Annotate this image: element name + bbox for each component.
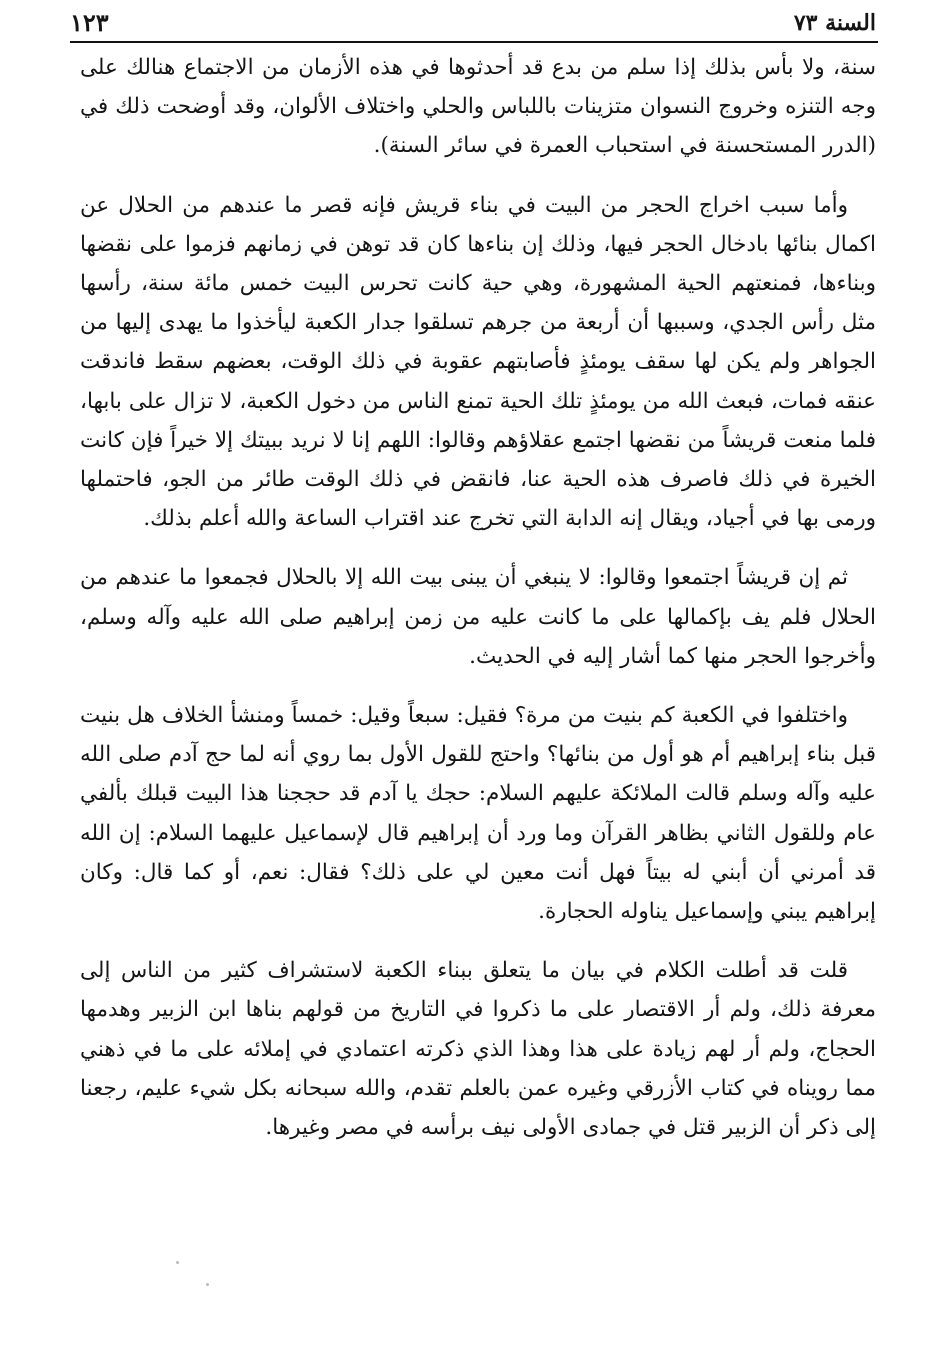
paragraph-5: قلت قد أطلت الكلام في بيان ما يتعلق ببناء الكعبة لاستشراف كثير من الناس إلى معرفة ذلك، ولم أر الاقتصار على ما ذكروا في التاريخ من قولهم بناها ابن الزبير وهدمها الحجاج، ولم أر لهم زيادة على هذا وهذا الذي ذكرته اعتمادي في إملائه على ما في ذهني مما رويناه في كتاب الأزرقي وغيره عمن بالعلم تقدم، والله سبحانه بكل شيء عليم، رجعنا إلى ذكر أن الزبير قتل في جمادى الأولى نيف برأسه في مصر وغيرها.: [80, 958, 876, 1141]
paragraph-1: سنة، ولا بأس بذلك إذا سلم من بدع قد أحدثوها في هذه الأزمان من الاجتماع هنالك على وجه التنزه وخروج النسوان متزينات باللباس والحلي واختلاف الألوان، وقد أوضحت ذلك في (الدرر المستحسنة في استحباب العمرة في سائر السنة).: [80, 55, 876, 159]
paragraph-2: وأما سبب اخراج الحجر من البيت في بناء قريش فإنه قصر ما عندهم من الحلال عن اكمال بنائها بادخال الحجر فيها، وذلك إن بناءها كان قد توهن في زمانهم فزموا على نقضها وبناءها، فمنعتهم الحية المشهورة، وهي حية كانت تحرس البيت خمس مائة سنة، رأسها مثل رأس الجدي، وسببها أن أربعة من جرهم تسلقوا جدار الكعبة ليأخذوا ما يهدى إليها من الجواهر ولم يكن لها سقف يومئذٍ فأصابتهم عقوبة في ذلك الوقت، بعضهم سقط فاندقت عنقه فمات، فبعث الله من يومئذٍ تلك الحية تمنع الناس من دخول الكعبة، لا تزال على بابها، فلما منعت قريشاً من نقضها اجتمع عقلاؤهم وقالوا: اللهم إنا لا نريد ببيتك إلا خيراً فإن كانت الخيرة في ذلك فاصرف هذه الحية عنا، فانقض في ذلك الوقت طائر من الجو، فاحتملها ورمى بها في أجياد، ويقال إنه الدابة التي تخرج عند اقتراب الساعة والله أعلم بذلك.: [80, 192, 876, 532]
scan-speck: [206, 1283, 209, 1286]
scan-speck: [176, 1261, 179, 1264]
running-header: [70, 8, 876, 38]
text-body: [80, 48, 876, 1167]
running-title: السنة ٧٣: [793, 10, 876, 36]
page-number: ١٢٣: [70, 8, 109, 37]
header-rule: [70, 41, 878, 43]
paragraph-3: ثم إن قريشاً اجتمعوا وقالوا: لا ينبغي أن يبنى بيت الله إلا بالحلال فجمعوا ما عندهم من الحلال فلم يف بإكمالها على ما كانت عليه من زمن إبراهيم صلى الله عليه وآله وسلم، وأخرجوا الحجر منها كما أشار إليه في الحديث.: [80, 565, 876, 669]
paragraph-4: واختلفوا في الكعبة كم بنيت من مرة؟ فقيل: سبعاً وقيل: خمساً ومنشأ الخلاف هل بنيت قبل بناء إبراهيم أم هو أول من بنائها؟ واحتج للقول الأول بما روي أنه لما حج آدم صلى الله عليه وآله وسلم قالت الملائكة عليهم السلام: حجك يا آدم قد حججنا هذا البيت قبلك بألفي عام وللقول الثاني بظاهر القرآن وما ورد أن إبراهيم قال لإسماعيل عليهما السلام: إن الله قد أمرني أن أبني له بيتاً فهل أنت معين لي على ذلك؟ فقال: نعم، أو كما قال: وكان إبراهيم يبني وإسماعيل يناوله الحجارة.: [80, 703, 876, 925]
